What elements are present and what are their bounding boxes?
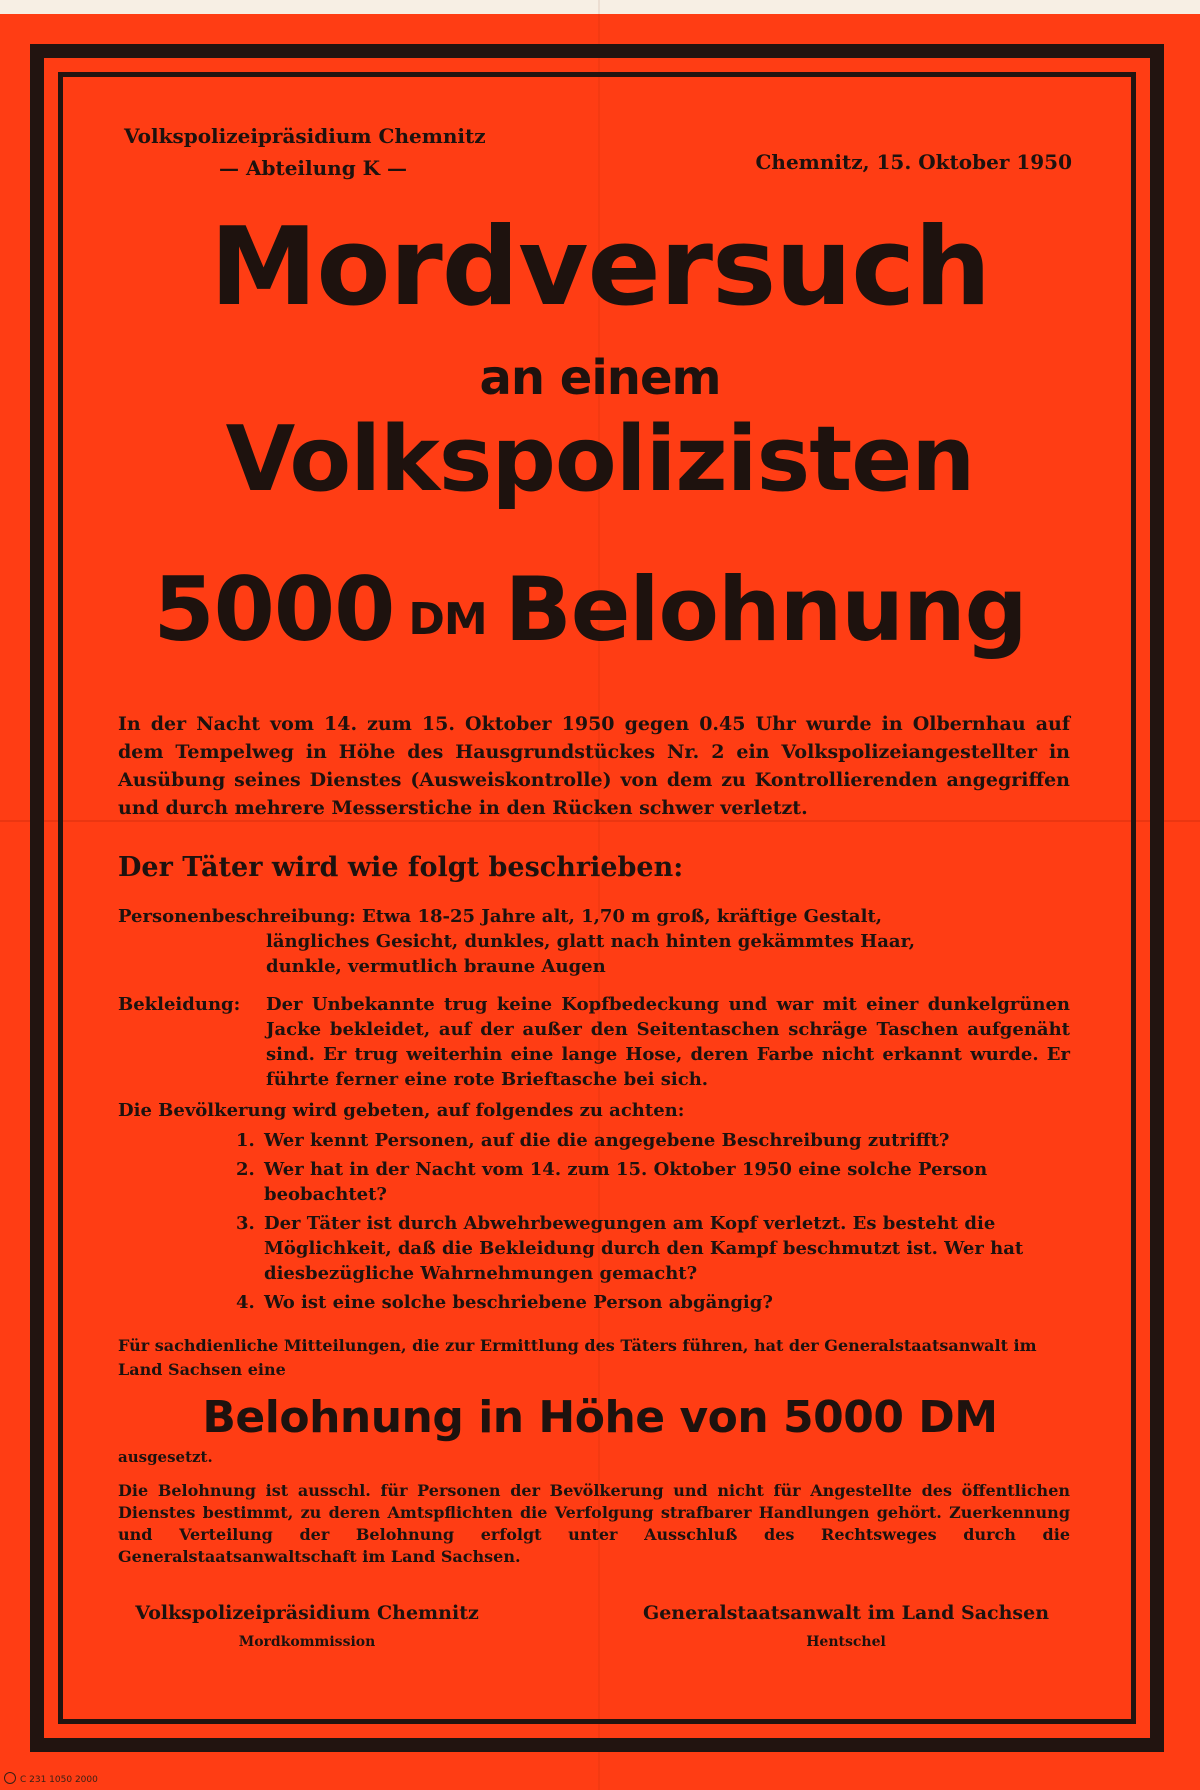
place-date: Chemnitz, 15. Oktober 1950 [755,150,1072,174]
printer-logo-icon [4,1772,16,1784]
list-item: 3. Der Täter ist durch Abwehrbewegungen am Kopf verletzt. Es besteht die Möglichkeit, daß die Bekleidung durch den Kampf beschmutzt ist. Wer hat diesbezügliche Wahrnehmungen gemacht? [236,1213,1024,1284]
list-item: 2. Wer hat in der Nacht vom 14. zum 15. Oktober 1950 eine solche Person beobachtet? [236,1159,988,1205]
signature-name: Volkspolizeipräsidium Chemnitz [135,1602,479,1624]
headline-victim: Volkspolizisten [225,407,975,512]
suspect-heading: Der Täter wird wie folgt beschrieben: [118,852,684,883]
person-description [118,904,1070,979]
signature-right [626,1602,1066,1650]
issuing-agency [124,120,524,184]
person-line: Etwa 18-25 Jahre alt, 1,70 m groß, kräftige Gestalt, [362,906,883,927]
clothing-label: Bekleidung: [118,994,241,1015]
clothing-line: Der Unbekannte trug keine Kopfbedeckung und war mit einer dunkelgrünen Jacke bekleidet, auf der außer den Seitentaschen schräge [266,994,1070,1040]
reward-fine-print: Die Belohnung ist ausschl. für Personen der Bevölkerung und nicht für Angestellte des öffentlichen Dienstes bestimmt, zu deren Amtspflichten die Verfolgung strafbarer Handlungen gehört. Zuerkennung und Verteilung der Belohnung erfolgt unter Ausschluß des Rechtsweges durch die Generalstaatsanwaltschaft im Land Sachsen. [118,1481,1070,1566]
list-item: 1. Wer kennt Personen, auf die die angegebene Beschreibung zutrifft? [236,1130,950,1151]
person-label: Personenbeschreibung: [118,906,356,927]
signature-name: Generalstaatsanwalt im Land Sachsen [642,1602,1050,1624]
signature-role: Hentschel [806,1634,886,1650]
question-list [236,1128,1070,1315]
reward-note: Für sachdienliche Mitteilungen, die zur Ermittlung des Täters führen, hat der Generalstaatsanwalt im Land Sachsen eine [118,1336,1037,1379]
headline-attempted-murder: Mordversuch [209,205,991,330]
incident-description: In der Nacht vom 14. zum 15. Oktober 1950 gegen 0.45 Uhr wurde in Olbernhau auf dem Tempelweg in Höhe des Hausgrundstückes Nr. 2 ein Volkspolizeiangestellter in Ausübung seines Dienstes (Ausweiskontrolle) von dem zu Kontrollierenden angegriffen und durch mehrere Messerstiche in den Rücken schwer verletzt. [118,713,1070,819]
signature-role: Mordkommission [238,1634,376,1650]
printer-mark [4,1772,98,1785]
clothing-description [118,992,1070,1092]
headline-reward [0,560,1190,670]
agency-name: Volkspolizeipräsidium Chemnitz [124,124,486,148]
printer-code: C 231 1050 2000 [20,1775,98,1785]
reward-headline: Belohnung in Höhe von 5000 DM [202,1392,998,1443]
person-line: dunkle, vermutlich braune Augen [266,956,606,977]
headline-connector: an einem [479,350,721,406]
reward-currency: DM [408,594,487,645]
public-request: Die Bevölkerung wird gebeten, auf folgendes zu achten: [118,1100,685,1121]
person-line: längliches Gesicht, dunkles, glatt nach hinten gekämmtes Haar, [266,931,916,952]
reward-word: Belohnung [504,558,1027,661]
list-item: 4. Wo ist eine solche beschriebene Person abgängig? [236,1292,773,1313]
department-name: — Abteilung K — [219,156,407,180]
torn-top-edge [0,0,1200,14]
signature-left [112,1602,502,1650]
reward-suffix: ausgesetzt. [118,1448,213,1466]
reward-amount: 5000 [153,558,395,661]
clothing-line: Taschen aufgenäht sind. Er trug weiterhin eine lange Hose, deren Farbe nicht erkannt wurde. Er führte ferner eine rote Brieftasche bei sich. [266,1019,1070,1090]
